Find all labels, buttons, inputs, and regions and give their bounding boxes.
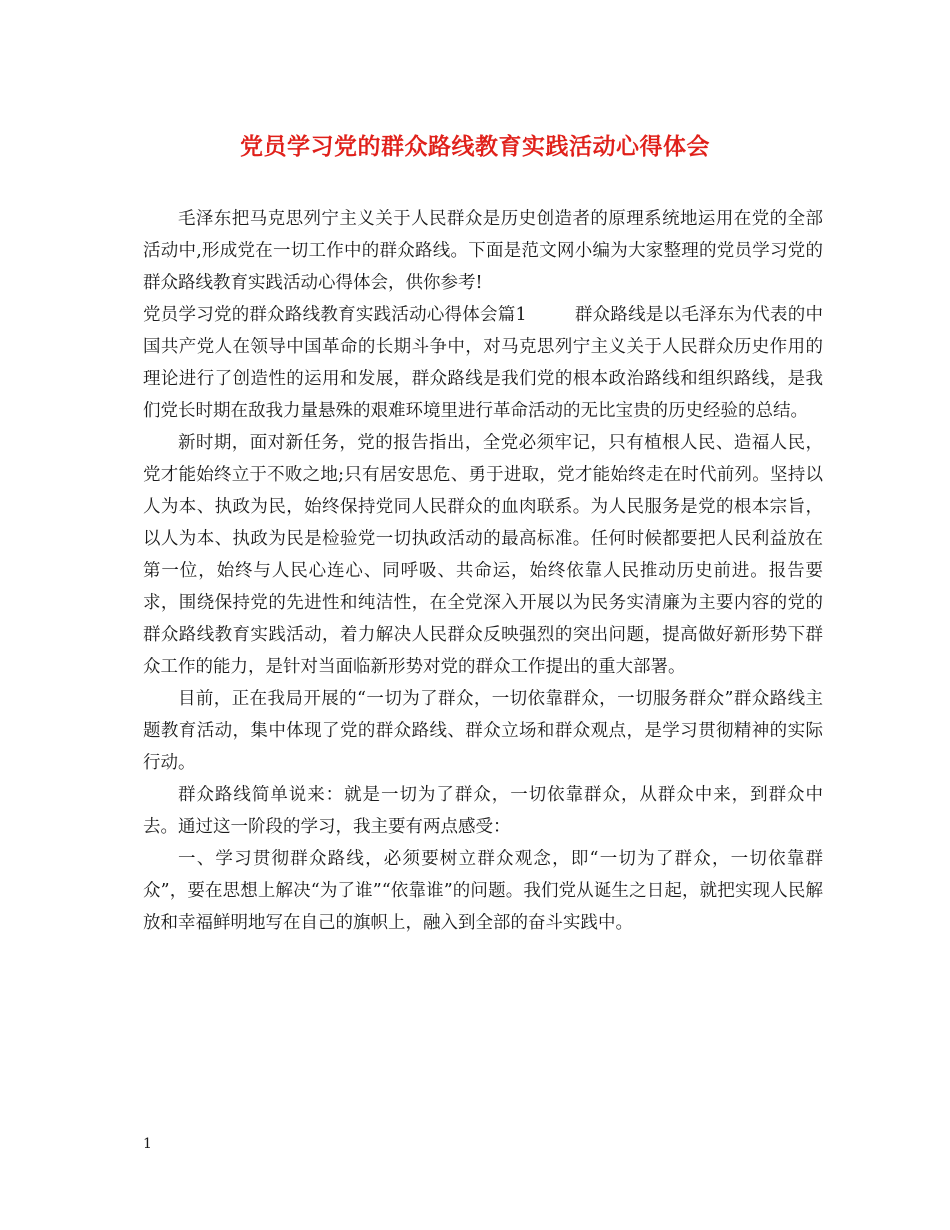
paragraph-mass-line-summary: 群众路线简单说来：就是一切为了群众，一切依靠群众，从群众中来，到群众中去。通过这一阶段的学习，我主要有两点感受： (143, 785, 823, 837)
section-heading: 党员学习党的群众路线教育实践活动心得体会篇1 (143, 305, 527, 325)
paragraph-new-era: 新时期，面对新任务，党的报告指出，全党必须牢记，只有植根人民、造福人民，党才能始终立于不败之地;只有居安思危、勇于进取，党才能始终走在时代前列。坚持以人为本、执政为民，始终保持党同人民群众的血肉联系。为人民服务是党的根本宗旨，以人为本、执政为民是检验党一切执政活动的最高标准。任何时候都要把人民利益放在第一位，始终与人民心连心、同呼吸、共命运，始终依靠人民推动历史前进。报告要求，围绕保持党的先进性和纯洁性，在全党深入开展以为民务实清廉为主要内容的党的群众路线教育实践活动，着力解决人民群众反映强烈的突出问题，提高做好新形势下群众工作的能力，是针对当面临新形势对党的群众工作提出的重大部署。 (143, 433, 823, 677)
section-text: 群众路线是以毛泽东为代表的中国共产党人在领导中国革命的长期斗争中，对马克思列宁主义关于人民群众历史作用的理论进行了创造性的运用和发展，群众路线是我们党的根本政治路线和组织路线，是我们党长时期在敌我力量悬殊的艰难环境里进行革命活动的无比宝贵的历史经验的总结。 (143, 305, 823, 421)
section-paragraph (143, 299, 823, 427)
paragraph-first-point: 一、学习贯彻群众路线，必须要树立群众观念，即“一切为了群众，一切依靠群众”，要在思想上解决“为了谁”“依靠谁”的问题。我们党从诞生之日起，就把实现人民解放和幸福鲜明地写在自己的旗帜上，融入到全部的奋斗实践中。 (143, 849, 823, 933)
document-title: 党员学习党的群众路线教育实践活动心得体会 (240, 133, 710, 160)
intro-paragraph: 毛泽东把马克思列宁主义关于人民群众是历史创造者的原理系统地运用在党的全部活动中,形成党在一切工作中的群众路线。下面是范文网小编为大家整理的党员学习党的群众路线教育实践活动心得体会，供你参考! (143, 209, 823, 293)
page-number: 1 (143, 1136, 152, 1152)
paragraph-current-activity: 目前，正在我局开展的“一切为了群众，一切依靠群众，一切服务群众”群众路线主题教育活动，集中体现了党的群众路线、群众立场和群众观点，是学习贯彻精神的实际行动。 (143, 689, 823, 773)
document-body (143, 203, 823, 939)
